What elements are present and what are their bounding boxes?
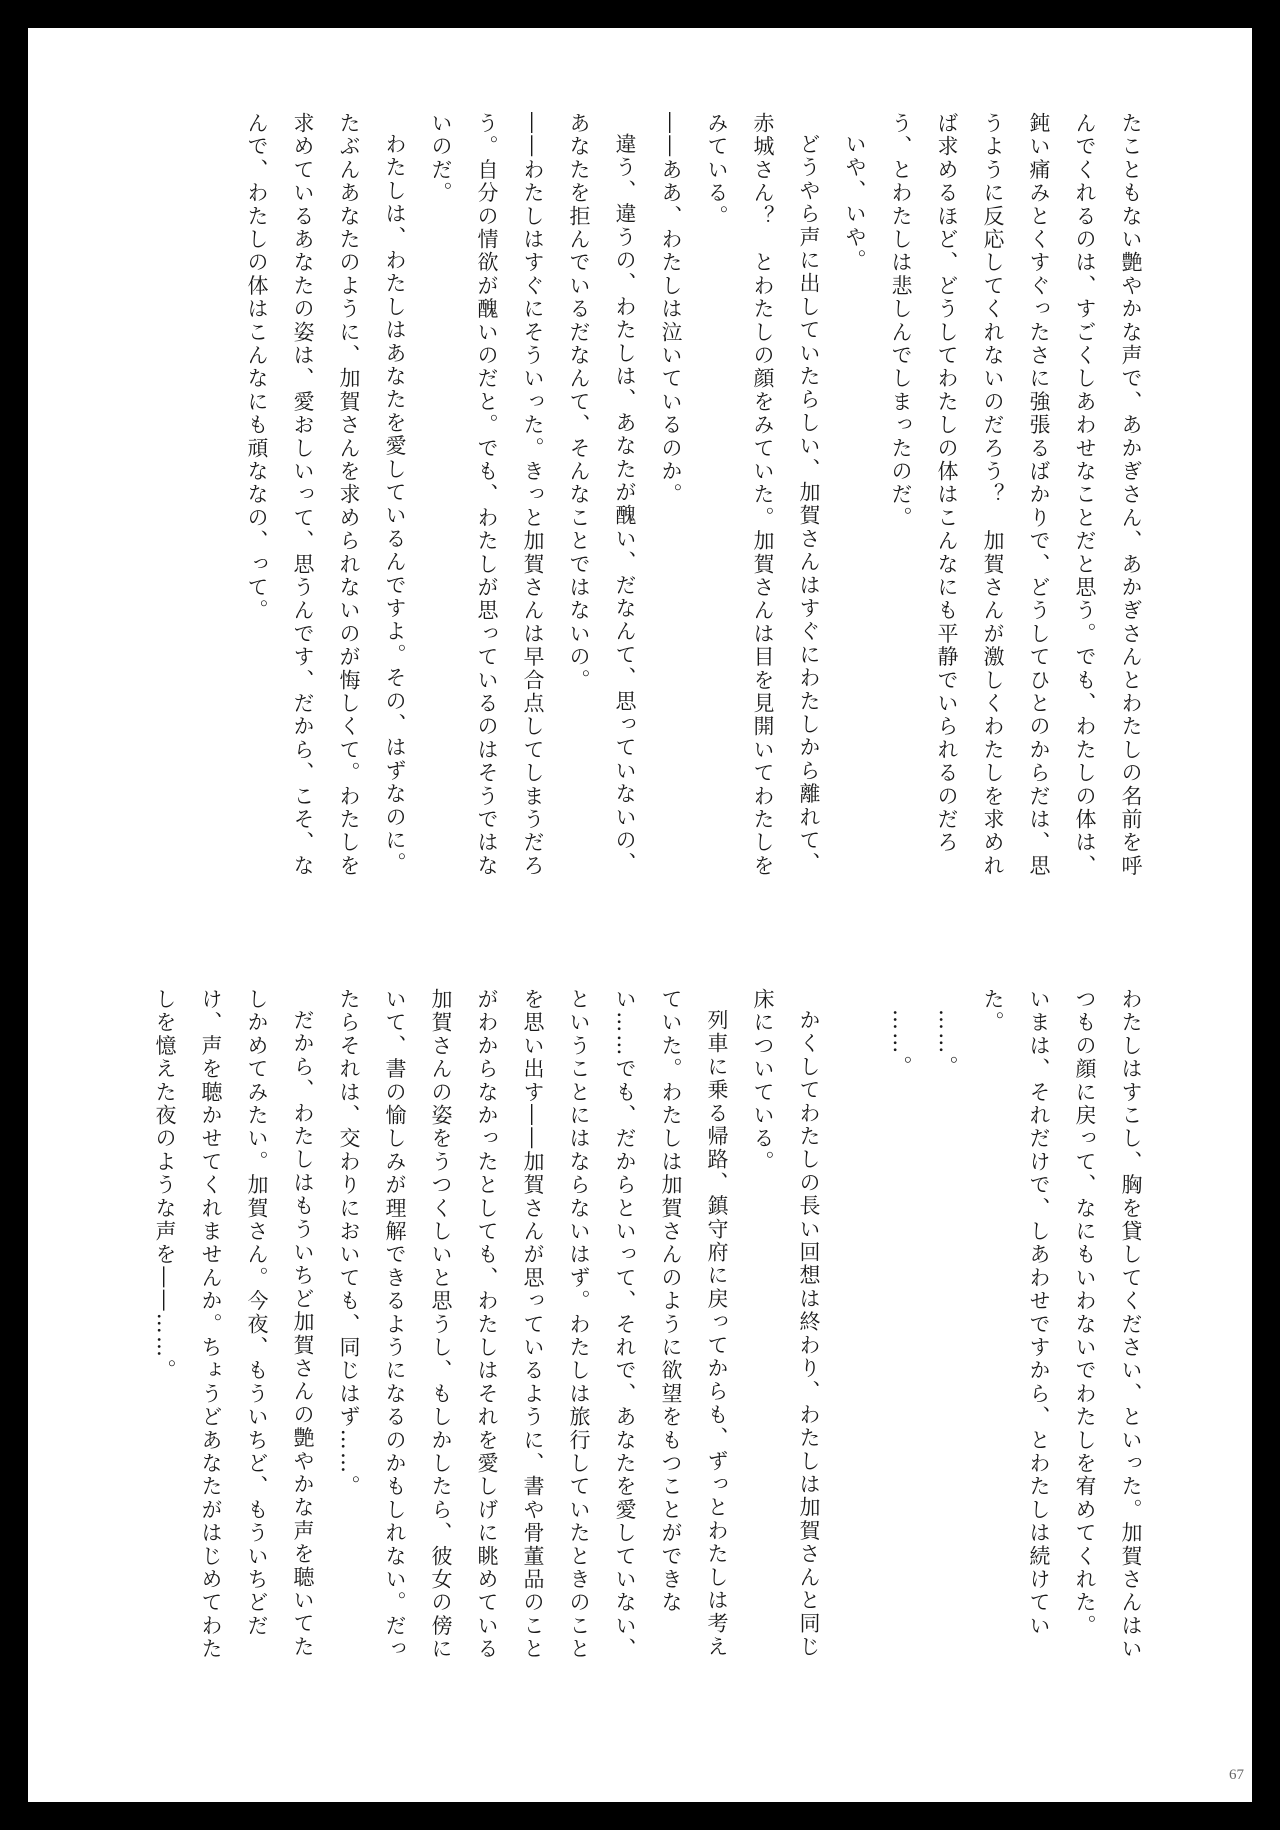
section-break — [832, 988, 878, 1678]
page-number: 67 — [1229, 1767, 1244, 1783]
paragraph: 列車に乗る帰路、鎮守府に戻ってからも、ずっとわたしは考えていた。わたしは加賀さんのように欲望をもつことができない……でも、だからといって、それで、あなたを愛していない、ということにはならないはず。わたしは旅行していたときのことを思い出す――加賀さんが思っているように、書や骨董品のことがわからなかったとしても、わたしはそれを愛しげに眺めている加賀さんの姿をうつくしいと思うし、もしかしたら、彼女の傍にいて、書の愉しみが理解できるようになるのかもしれない。だったらそれは、交わりにおいても、同じはず……。 — [337, 988, 729, 1661]
ellipsis-line: ……。 — [935, 1009, 959, 1079]
paragraph: かくしてわたしの長い回想は終わり、わたしは加賀さんと同じ床についている。 — [751, 988, 821, 1659]
paragraph: いや、いや。 — [843, 133, 867, 273]
paragraph: いまは、それだけで、しあわせですから、とわたしは続けていた。 — [981, 988, 1051, 1638]
paragraph: 違う、違うの、わたしは、あなたが醜い、だなんて、思っていないの、あなたを拒んでいるだなんて、そんなことではないの。 — [567, 112, 637, 876]
paragraph: だから、わたしはもういちど加賀さんの艶やかな声を聴いてたしかめてみたい。加賀さん。今夜、もういちど、もういちどだけ、声を聴かせてくれませんか。ちょうどあなたがはじめてわたしを憶えた夜のような声を――……。 — [153, 988, 315, 1661]
paragraph: わたしは、わたしはあなたを愛しているんですよ。その、はずなのに。たぶんあなたのように、加賀さんを求められないのが悔しくて。わたしを求めているあなたの姿は、愛おしいって、思うんです、だから、こそ、なんで、わたしの体はこんなにも頑ななの、って。 — [245, 112, 407, 878]
text-block-lower — [124, 988, 1154, 1678]
paragraph: どうやら声に出していたらしい、加賀さんはすぐにわたしから離れて、赤城さん？ とわたしの顔をみていた。加賀さんは目を見開いてわたしをみている。 — [705, 112, 821, 878]
paragraph: ――わたしはすぐにそういった。きっと加賀さんは早合点してしまうだろう。自分の情欲が醜いのだと。でも、わたしが思っているのはそうではないのだ。 — [429, 112, 545, 878]
paragraph: ――ああ、わたしは泣いているのか。 — [659, 112, 683, 507]
paragraph: たこともない艶やかな声で、あかぎさん、あかぎさんとわたしの名前を呼んでくれるのは、すごくしあわせなことだと思う。でも、わたしの体は、鈍い痛みとくすぐったさに強張るばかりで、どうしてひとのからだは、思うように反応してくれないのだろう？ 加賀さんが激しくわたしを求めれば求めるほど、どうしてわたしの体はこんなにも平静でいられるのだろう、とわたしは悲しんでしまったのだ。 — [889, 112, 1143, 878]
paragraph: わたしはすこし、胸を貸してください、といった。加賀さんはいつもの顔に戻って、なにもいわないでわたしを宥めてくれた。 — [1073, 988, 1143, 1661]
text-block-upper — [124, 112, 1154, 892]
ellipsis-line: ……。 — [889, 1009, 913, 1079]
book-page — [28, 28, 1252, 1802]
